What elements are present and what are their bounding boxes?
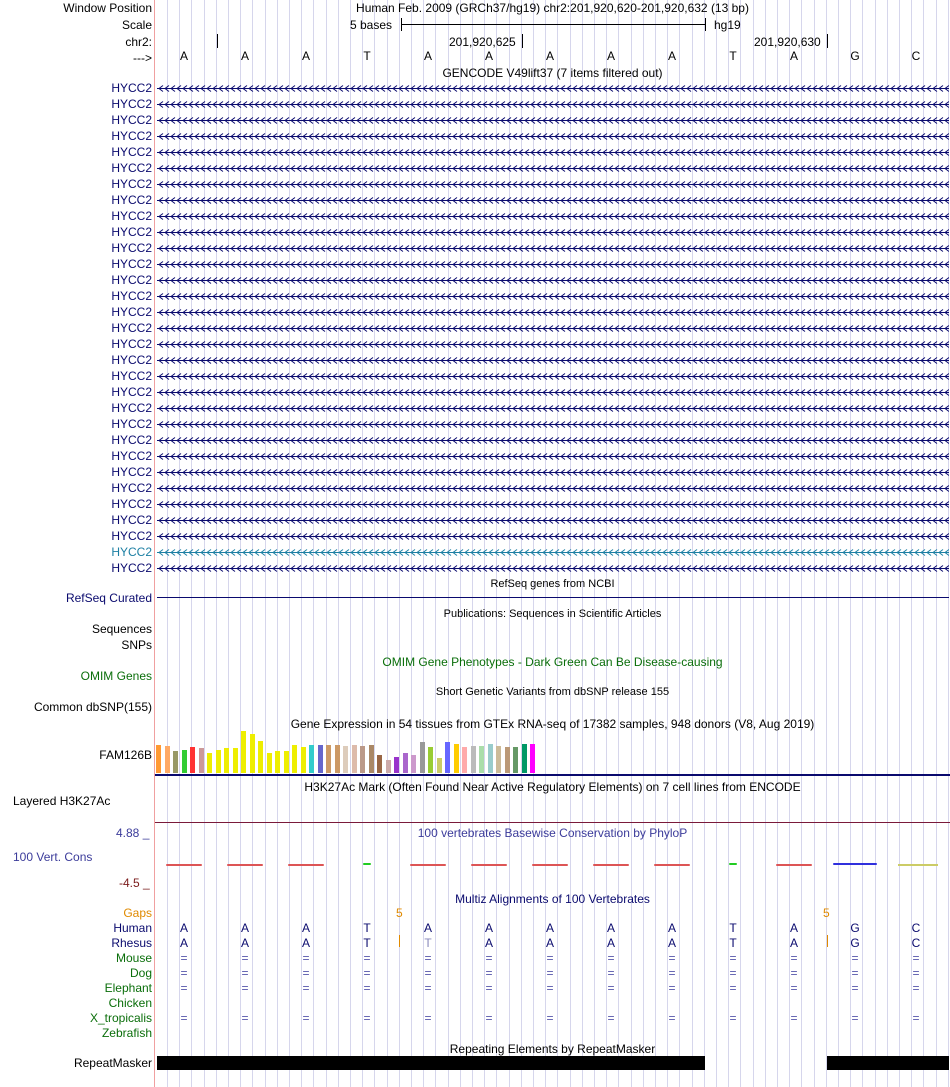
multiz-alignment-base: A [545, 936, 554, 950]
gencode-transcript-label[interactable]: HYCC2 [111, 81, 152, 95]
multiz-alignment-base: = [790, 1011, 798, 1025]
gtex-tissue-bar[interactable] [488, 744, 493, 773]
gtex-tissue-bar[interactable] [513, 747, 518, 773]
multiz-alignment-base: = [424, 966, 432, 980]
ruler-tick [827, 34, 828, 48]
scale-label: Scale [121, 18, 152, 32]
gtex-tissue-bar[interactable] [182, 750, 187, 773]
gencode-transcript-label[interactable]: HYCC2 [111, 113, 152, 127]
ruler-tick [522, 34, 523, 48]
multiz-alignment-base: = [607, 981, 615, 995]
gtex-tissue-bar[interactable] [326, 745, 331, 773]
gtex-tissue-bar[interactable] [301, 747, 306, 773]
gencode-transcript-line[interactable] [157, 548, 949, 557]
gencode-transcript-label[interactable]: HYCC2 [111, 241, 152, 255]
gtex-gene-label[interactable]: FAM126B [99, 748, 152, 762]
multiz-alignment-base: = [302, 966, 310, 980]
gtex-tissue-bar[interactable] [258, 741, 263, 773]
multiz-alignment-base: = [668, 966, 676, 980]
multiz-alignment-base: A [484, 936, 493, 950]
gtex-tissue-bar[interactable] [394, 757, 399, 773]
conservation-score-mark [898, 864, 938, 866]
multiz-alignment-base: T [729, 936, 737, 950]
gencode-track-title[interactable]: GENCODE V49lift37 (7 items filtered out) [442, 66, 663, 80]
multiz-alignment-base: G [850, 921, 860, 935]
multiz-alignment-base: = [485, 1011, 493, 1025]
gencode-transcript-label[interactable]: HYCC2 [111, 225, 152, 239]
gencode-transcript-line[interactable] [157, 212, 949, 221]
gtex-tissue-bar[interactable] [318, 745, 323, 773]
multiz-alignment-base: A [606, 936, 615, 950]
multiz-alignment-base: A [301, 921, 310, 935]
ruler-coordinate: 201,920,630 [754, 35, 821, 49]
gencode-transcript-label[interactable]: HYCC2 [111, 401, 152, 415]
multiz-alignment-base: = [607, 966, 615, 980]
multiz-alignment-base: = [302, 1011, 310, 1025]
sequence-base: A [179, 49, 188, 63]
gtex-tissue-bar[interactable] [369, 745, 374, 773]
multiz-alignment-base: = [607, 1011, 615, 1025]
gencode-transcript-line[interactable] [157, 356, 949, 365]
gencode-transcript-label[interactable]: HYCC2 [111, 417, 152, 431]
ruler-tick [217, 34, 218, 48]
gtex-tissue-bar[interactable] [530, 744, 535, 773]
scale-bar-left-tick [401, 18, 402, 31]
multiz-alignment-base: = [363, 951, 371, 965]
multiz-alignment-base: = [912, 1011, 920, 1025]
gtex-tissue-bar[interactable] [224, 748, 229, 773]
gencode-transcript-line[interactable] [157, 308, 949, 317]
gtex-tissue-bar[interactable] [275, 751, 280, 773]
gtex-tissue-bar[interactable] [207, 753, 212, 773]
sequence-base: A [606, 49, 615, 63]
multiz-alignment-base: = [851, 966, 859, 980]
sequence-base: C [911, 49, 921, 63]
multiz-alignment-base: = [180, 981, 188, 995]
multiz-alignment-base: = [546, 981, 554, 995]
sequence-base: G [850, 49, 860, 63]
gtex-tissue-bar[interactable] [343, 746, 348, 773]
ruler-coordinate: 201,920,625 [449, 35, 516, 49]
multiz-track-title[interactable]: Multiz Alignments of 100 Vertebrates [455, 892, 650, 906]
gtex-tissue-bar[interactable] [352, 745, 357, 773]
gencode-transcript-line[interactable] [157, 452, 949, 461]
gencode-transcript-line[interactable] [157, 148, 949, 157]
multiz-alignment-base: = [790, 966, 798, 980]
conservation-min-label: -4.5 _ [119, 876, 150, 890]
conservation-score-mark [410, 864, 446, 866]
gencode-transcript-line[interactable] [157, 324, 949, 333]
multiz-alignment-base: = [790, 951, 798, 965]
multiz-alignment-base: = [241, 966, 249, 980]
gencode-transcript-label[interactable]: HYCC2 [111, 161, 152, 175]
gtex-tissue-bar[interactable] [241, 731, 246, 773]
gtex-tissue-bar[interactable] [479, 746, 484, 773]
gencode-transcript-label[interactable]: HYCC2 [111, 369, 152, 383]
repeat-element-block[interactable] [157, 1056, 705, 1070]
sequence-base: A [423, 49, 432, 63]
multiz-alignment-base: = [729, 966, 737, 980]
multiz-alignment-base: = [912, 951, 920, 965]
multiz-species-label[interactable]: Human [113, 921, 152, 935]
gencode-transcript-line[interactable] [157, 132, 949, 141]
publications-track-title[interactable]: Publications: Sequences in Scientific Articles [443, 608, 662, 620]
gap-count-mark: 5 [823, 906, 830, 920]
multiz-species-label[interactable]: Chicken [108, 996, 152, 1010]
multiz-alignment-base: = [546, 1011, 554, 1025]
gtex-tissue-bar[interactable] [522, 744, 527, 773]
refseq-track-label[interactable]: RefSeq Curated [65, 591, 152, 605]
multiz-alignment-base: A [240, 921, 249, 935]
gtex-tissue-bar[interactable] [233, 748, 238, 773]
gencode-transcript-line[interactable] [157, 516, 949, 525]
gtex-tissue-bar[interactable] [445, 742, 450, 773]
gencode-transcript-line[interactable] [157, 420, 949, 429]
gencode-transcript-label[interactable]: HYCC2 [111, 305, 152, 319]
sequence-base: A [301, 49, 310, 63]
gencode-transcript-line[interactable] [157, 180, 949, 189]
scale-bar [401, 24, 706, 25]
gencode-transcript-line[interactable] [157, 404, 949, 413]
rhesus-insertion-mark [827, 935, 828, 947]
multiz-alignment-base: = [302, 981, 310, 995]
multiz-alignment-base: A [606, 921, 615, 935]
multiz-alignment-base: = [424, 951, 432, 965]
gtex-tissue-bar[interactable] [403, 753, 408, 773]
multiz-alignment-base: = [729, 951, 737, 965]
gtex-tissue-bar[interactable] [377, 755, 382, 773]
multiz-alignment-base: = [668, 951, 676, 965]
gtex-tissue-bar[interactable] [292, 745, 297, 773]
repeatmasker-track-title[interactable]: Repeating Elements by RepeatMasker [449, 1042, 656, 1056]
gtex-tissue-bar[interactable] [411, 755, 416, 773]
multiz-alignment-base: T [729, 921, 737, 935]
gencode-transcript-line[interactable] [157, 532, 949, 541]
gencode-transcript-line[interactable] [157, 164, 949, 173]
gtex-tissue-bar[interactable] [335, 745, 340, 773]
sequence-base: T [363, 49, 371, 63]
conservation-score-mark [166, 864, 202, 866]
conservation-track-title[interactable]: 100 vertebrates Basewise Conservation by PhyloP [417, 826, 688, 840]
multiz-alignment-base: A [301, 936, 310, 950]
gtex-tissue-bar[interactable] [216, 750, 221, 773]
multiz-alignment-base: A [423, 921, 432, 935]
multiz-alignment-base: G [850, 936, 860, 950]
multiz-alignment-base: = [363, 966, 371, 980]
conservation-score-mark [593, 864, 629, 866]
multiz-alignment-base: T [363, 936, 371, 950]
multiz-alignment-base: A [179, 936, 188, 950]
gencode-transcript-label[interactable]: HYCC2 [111, 353, 152, 367]
gencode-transcript-label[interactable]: HYCC2 [111, 481, 152, 495]
multiz-alignment-base: = [363, 981, 371, 995]
multiz-alignment-base: = [180, 1011, 188, 1025]
gencode-transcript-line[interactable] [157, 228, 949, 237]
gtex-tissue-bar[interactable] [165, 746, 170, 773]
gencode-transcript-label[interactable]: HYCC2 [111, 257, 152, 271]
multiz-gaps-label: Gaps [123, 906, 152, 920]
strand-label: ---> [133, 51, 152, 65]
gtex-gene-line [155, 774, 950, 776]
multiz-alignment-base: = [424, 1011, 432, 1025]
gencode-transcript-label[interactable]: HYCC2 [111, 449, 152, 463]
multiz-species-label[interactable]: X_tropicalis [89, 1011, 152, 1025]
gencode-transcript-line[interactable] [157, 436, 949, 445]
gencode-transcript-line[interactable] [157, 196, 949, 205]
gtex-tissue-bar[interactable] [428, 747, 433, 773]
gtex-tissue-bar[interactable] [156, 745, 161, 773]
multiz-alignment-base: = [912, 966, 920, 980]
window-position-value: Human Feb. 2009 (GRCh37/hg19) chr2:201,920,620-201,920,632 (13 bp) [356, 1, 749, 15]
gtex-tissue-bar[interactable] [250, 734, 255, 773]
multiz-alignment-base: = [485, 981, 493, 995]
sequence-base: A [667, 49, 676, 63]
h3k27ac-signal-line [155, 822, 950, 823]
gencode-transcript-label[interactable]: HYCC2 [111, 465, 152, 479]
gencode-transcript-line[interactable] [157, 276, 949, 285]
gencode-transcript-line[interactable] [157, 100, 949, 109]
gencode-transcript-line[interactable] [157, 500, 949, 509]
multiz-alignment-base: = [729, 981, 737, 995]
repeatmasker-track-label[interactable]: RepeatMasker [73, 1056, 152, 1070]
gencode-transcript-line[interactable] [157, 468, 949, 477]
multiz-alignment-base: = [790, 981, 798, 995]
gtex-tissue-bar[interactable] [437, 758, 442, 773]
multiz-alignment-base: = [851, 981, 859, 995]
multiz-alignment-base: = [729, 1011, 737, 1025]
multiz-alignment-base: A [667, 936, 676, 950]
gencode-transcript-label[interactable]: HYCC2 [111, 497, 152, 511]
multiz-alignment-base: = [546, 951, 554, 965]
gencode-transcript-line[interactable] [157, 372, 949, 381]
multiz-alignment-base: T [424, 936, 432, 950]
multiz-alignment-base: A [789, 936, 798, 950]
multiz-alignment-base: = [485, 951, 493, 965]
multiz-alignment-base: = [485, 966, 493, 980]
gtex-tissue-bar[interactable] [471, 746, 476, 773]
publications-snps-label[interactable]: SNPs [121, 638, 152, 652]
gtex-tissue-bar[interactable] [284, 751, 289, 773]
gtex-tissue-bar[interactable] [462, 747, 467, 773]
sequence-base: A [789, 49, 798, 63]
multiz-species-label[interactable]: Zebrafish [101, 1026, 152, 1040]
multiz-alignment-base: = [180, 966, 188, 980]
multiz-alignment-base: = [241, 981, 249, 995]
refseq-track-title[interactable]: RefSeq genes from NCBI [490, 578, 615, 590]
h3k27ac-track-label[interactable]: Layered H3K27Ac [13, 794, 111, 808]
multiz-alignment-base: = [668, 1011, 676, 1025]
gtex-tissue-bar[interactable] [267, 753, 272, 773]
gencode-transcript-label[interactable]: HYCC2 [111, 385, 152, 399]
gencode-transcript-line[interactable] [157, 340, 949, 349]
multiz-alignment-base: A [179, 921, 188, 935]
publications-sequences-label[interactable]: Sequences [91, 622, 152, 636]
multiz-alignment-base: = [241, 951, 249, 965]
repeat-element-block[interactable] [827, 1056, 949, 1070]
gtex-tissue-bar[interactable] [496, 746, 501, 773]
gencode-transcript-label[interactable]: HYCC2 [111, 321, 152, 335]
gencode-transcript-line[interactable] [157, 388, 949, 397]
gencode-transcript-label[interactable]: HYCC2 [111, 561, 152, 575]
refseq-gene-line[interactable] [157, 597, 949, 598]
conservation-score-mark [654, 864, 690, 866]
gtex-tissue-bar[interactable] [420, 742, 425, 773]
conservation-score-mark [833, 863, 877, 865]
multiz-alignment-base: A [240, 936, 249, 950]
multiz-alignment-base: = [180, 951, 188, 965]
gencode-transcript-label[interactable]: HYCC2 [111, 193, 152, 207]
gtex-tissue-bar[interactable] [173, 751, 178, 773]
multiz-alignment-base: = [241, 1011, 249, 1025]
multiz-alignment-base: A [545, 921, 554, 935]
sequence-base: T [729, 49, 737, 63]
conservation-track-label[interactable]: 100 Vert. Cons [13, 850, 93, 864]
gencode-transcript-label[interactable]: HYCC2 [111, 337, 152, 351]
gencode-transcript-label[interactable]: HYCC2 [111, 97, 152, 111]
gtex-tissue-bar[interactable] [505, 747, 510, 773]
conservation-score-mark [288, 864, 324, 866]
chrom-label: chr2: [125, 35, 152, 49]
multiz-alignment-base: = [546, 966, 554, 980]
gencode-transcript-label[interactable]: HYCC2 [111, 209, 152, 223]
conservation-max-label: 4.88 _ [116, 826, 150, 840]
gencode-transcript-label[interactable]: HYCC2 [111, 545, 152, 559]
multiz-alignment-base: A [789, 921, 798, 935]
gencode-transcript-label[interactable]: HYCC2 [111, 529, 152, 543]
conservation-score-mark [363, 863, 371, 865]
gtex-tissue-bar[interactable] [199, 748, 204, 773]
gtex-tissue-bar[interactable] [360, 746, 365, 773]
multiz-alignment-base: = [302, 951, 310, 965]
multiz-alignment-base: = [912, 981, 920, 995]
multiz-species-label[interactable]: Rhesus [111, 936, 152, 950]
scale-bar-text: 5 bases [350, 18, 393, 32]
omim-track-label[interactable]: OMIM Genes [80, 669, 152, 683]
rhesus-insertion-mark [399, 935, 400, 947]
gencode-transcript-label[interactable]: HYCC2 [111, 513, 152, 527]
multiz-alignment-base: = [668, 981, 676, 995]
sequence-base: A [484, 49, 493, 63]
gencode-transcript-line[interactable] [157, 116, 949, 125]
sequence-base: A [545, 49, 554, 63]
gencode-transcript-label[interactable]: HYCC2 [111, 433, 152, 447]
multiz-species-label[interactable]: Dog [129, 966, 152, 980]
assembly-label: hg19 [714, 18, 741, 32]
gencode-transcript-label[interactable]: HYCC2 [111, 177, 152, 191]
multiz-alignment-base: C [911, 921, 921, 935]
gencode-transcript-line[interactable] [157, 292, 949, 301]
multiz-alignment-base: = [607, 951, 615, 965]
dbsnp-track-title[interactable]: Short Genetic Variants from dbSNP release 155 [435, 686, 670, 698]
multiz-species-label[interactable]: Elephant [104, 981, 152, 995]
dbsnp-track-label[interactable]: Common dbSNP(155) [33, 700, 152, 714]
multiz-alignment-base: A [667, 921, 676, 935]
gencode-transcript-label[interactable]: HYCC2 [111, 129, 152, 143]
gencode-transcript-label[interactable]: HYCC2 [111, 289, 152, 303]
sequence-base: A [240, 49, 249, 63]
gencode-transcript-label[interactable]: HYCC2 [111, 145, 152, 159]
gap-count-mark: 5 [396, 906, 403, 920]
multiz-alignment-base: = [424, 981, 432, 995]
gencode-transcript-line[interactable] [157, 244, 949, 253]
multiz-alignment-base: = [363, 1011, 371, 1025]
gencode-transcript-line[interactable] [157, 564, 949, 573]
multiz-species-label[interactable]: Mouse [115, 951, 152, 965]
window-position-label: Window Position [63, 1, 152, 15]
conservation-score-mark [776, 864, 812, 866]
conservation-score-mark [471, 864, 507, 866]
multiz-alignment-base: = [851, 951, 859, 965]
h3k27ac-track-title[interactable]: H3K27Ac Mark (Often Found Near Active Regulatory Elements) on 7 cell lines from ENCODE [304, 780, 801, 794]
gencode-transcript-label[interactable]: HYCC2 [111, 273, 152, 287]
multiz-alignment-base: T [363, 921, 371, 935]
conservation-score-mark [532, 864, 568, 866]
gencode-transcript-line[interactable] [157, 84, 949, 93]
gtex-tissue-bar[interactable] [190, 747, 195, 773]
gtex-track-title[interactable]: Gene Expression in 54 tissues from GTEx RNA-seq of 17382 samples, 948 donors (V8, Aug 2019) [290, 717, 815, 731]
gencode-transcript-line[interactable] [157, 260, 949, 269]
scale-bar-right-tick [705, 18, 706, 31]
multiz-alignment-base: C [911, 936, 921, 950]
gtex-tissue-bar[interactable] [386, 760, 391, 773]
multiz-alignment-base: A [484, 921, 493, 935]
conservation-score-mark [227, 864, 263, 866]
gencode-transcript-line[interactable] [157, 484, 949, 493]
conservation-score-mark [729, 863, 737, 865]
gtex-tissue-bar[interactable] [454, 744, 459, 773]
gtex-tissue-bar[interactable] [309, 745, 314, 773]
omim-track-title[interactable]: OMIM Gene Phenotypes - Dark Green Can Be Disease-causing [382, 655, 723, 669]
multiz-alignment-base: = [851, 1011, 859, 1025]
